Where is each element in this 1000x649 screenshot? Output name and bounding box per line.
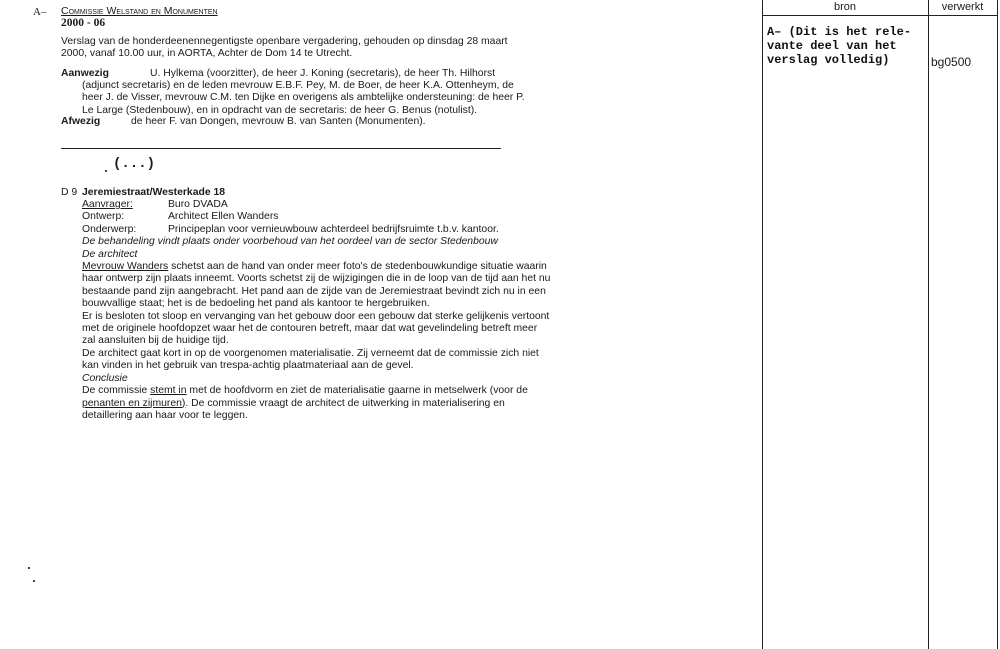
bron-note-line: vante deel van het	[767, 39, 897, 53]
intro-paragraph	[61, 36, 508, 61]
scan-speck	[105, 170, 107, 172]
afwezig-text: de heer F. van Dongen, mevrouw B. van Santen (Monumenten).	[131, 116, 426, 127]
bron-column-header: bron	[833, 1, 857, 13]
item-title: Jeremiestraat/Westerkade 18	[82, 187, 226, 198]
section-divider	[61, 148, 501, 149]
conclusion-text: De commissie	[82, 385, 151, 397]
document-number: 2000 - 06	[61, 17, 106, 29]
verwerkt-column-header: verwerkt	[941, 1, 984, 13]
onderwerp-value: Principeplan voor vernieuwbouw achterdeel bedrijfsruimte t.b.v. kantoor.	[168, 223, 499, 235]
body-line: zal aansluiten bij de huidige tijd.	[82, 335, 229, 347]
architect-name: Mevrouw Wanders	[82, 261, 169, 273]
item-code: D 9	[61, 187, 78, 198]
body-line: met de originele hoofdopzet waar het de contouren betreft, maar dat wat gevelindeling betreft meer	[82, 323, 538, 335]
aanwezig-line: (adjunct secretaris) en de leden mevrouw E.B.F. Pey, M. de Boer, de heer K.A. Ottenheym, de	[82, 80, 514, 91]
body-line: bestaande pand zijn aangebracht. Het pand aan de zijde van de Jeremiestraat bevindt zich nu in een	[82, 285, 546, 297]
body-line: bouwvallige staat; het is de bedoeling het pand als kantoor te hergebruiken.	[82, 298, 430, 310]
aanwezig-label: Aanwezig	[61, 68, 109, 79]
conclusion-text: met de hoofdvorm en ziet de materialisatie gaarne in metselwerk (voor de	[186, 385, 528, 397]
behandeling-note: De behandeling vindt plaats onder voorbehoud van het oordeel van de sector Stedenbouw	[82, 236, 498, 248]
conclusion-line: detaillering aan haar voor te leggen.	[82, 409, 248, 421]
margin-marker: A–	[33, 6, 47, 18]
bron-note-line: verslag volledig)	[767, 53, 890, 67]
scan-speck	[28, 567, 30, 569]
onderwerp-row	[82, 224, 550, 236]
item-body	[82, 199, 550, 422]
aanvrager-value: Buro DVADA	[168, 199, 228, 210]
body-line: kan vinden in het gebruik van trespa-achtig plaatmateriaal aan de gevel.	[82, 360, 414, 372]
conclusion-text: . De commissie vraagt de architect de uitwerking in materialisering en	[185, 397, 505, 409]
body-line: De architect gaat kort in op de voorgenomen materialisatie. Zij verneemt dat de commissie zich niet	[82, 347, 539, 359]
scan-speck	[33, 580, 35, 582]
afwezig-label: Afwezig	[61, 116, 101, 127]
table-right-border	[997, 0, 998, 649]
conclusion-emphasis: stemt in	[150, 385, 187, 397]
body-text: schetst aan de hand van onder meer foto's de stedenbouwkundige situatie waarin	[168, 261, 547, 273]
ontwerp-label: Ontwerp:	[82, 211, 125, 223]
conclusion-line	[82, 385, 550, 397]
aanwezig-line: heer J. de Visser, mevrouw C.M. ten Dijke en overigens als ambtelijke ondersteuning: de heer P.	[82, 92, 525, 104]
conclusion-emphasis: penanten en zijmuren)	[82, 397, 186, 409]
intro-line: Verslag van de honderdeenennegentigste openbare vergadering, gehouden op dinsdag 28 maart	[61, 36, 508, 47]
ontwerp-value: Architect Ellen Wanders	[168, 211, 279, 223]
header-title: Commissie Welstand en Monumenten	[61, 5, 218, 17]
aanwezig-line: U. Hylkema (voorzitter), de heer J. Koning (secretaris), de heer Th. Hilhorst	[150, 68, 496, 79]
aanwezig-line: Le Large (Stedenbouw), en in opdracht van de secretaris: de heer G. Benus (notulist).	[82, 104, 478, 116]
architect-heading: De architect	[82, 248, 138, 260]
bron-column-border	[762, 0, 763, 649]
ellipsis-mark: (...)	[113, 156, 156, 172]
aanvrager-row	[82, 199, 550, 211]
verwerkt-code: bg0500	[931, 55, 972, 69]
ontwerp-row	[82, 211, 550, 223]
onderwerp-label: Onderwerp:	[82, 223, 137, 235]
aanwezig-continuation	[82, 80, 525, 117]
conclusion-line	[82, 398, 550, 410]
body-line: Er is besloten tot sloop en vervanging van het gebouw door een gebouw dat sterke gelijkenis vertoont	[82, 310, 550, 322]
body-line: haar ontwerp zijn plaats inneemt. Voorts schetst zij de wijzigingen die in de loop van de tijd aan het nu	[82, 273, 551, 285]
bron-note-line: A– (Dit is het rele-	[767, 25, 912, 39]
verwerkt-column-border	[928, 0, 929, 649]
aanvrager-label: Aanvrager:	[82, 199, 133, 210]
bron-note	[767, 25, 911, 67]
table-header-rule	[762, 15, 998, 16]
intro-line: 2000, vanaf 10.00 uur, in AORTA, Achter de Dom 14 te Utrecht.	[61, 48, 353, 60]
conclusie-heading: Conclusie	[82, 372, 128, 384]
body-first-line	[82, 261, 550, 273]
